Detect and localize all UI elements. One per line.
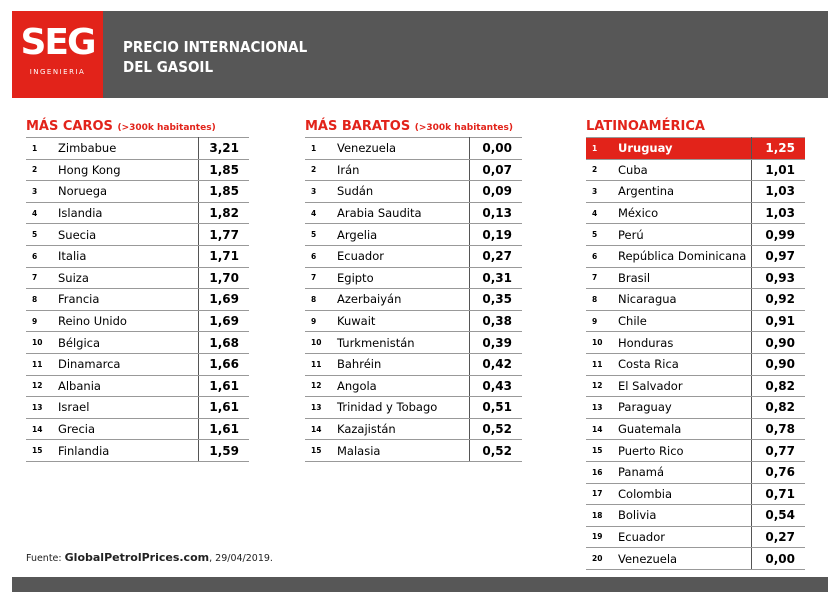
table-row <box>586 202 805 224</box>
value-cell: 0,27 <box>470 245 523 267</box>
country-cell: Chile <box>614 310 752 332</box>
source-label: Fuente: <box>26 553 62 564</box>
value-cell: 0,00 <box>752 548 806 570</box>
rank-cell: 20 <box>586 548 614 570</box>
table-row <box>586 310 805 332</box>
value-cell: 0,07 <box>470 159 523 181</box>
rank-cell: 7 <box>26 267 54 289</box>
value-cell: 0,13 <box>470 202 523 224</box>
value-cell: 0,78 <box>752 418 806 440</box>
country-cell: Kazajistán <box>333 418 470 440</box>
rank-cell: 13 <box>586 397 614 419</box>
table-row <box>305 267 522 289</box>
country-cell: Trinidad y Tobago <box>333 397 470 419</box>
table-row <box>586 245 805 267</box>
rank-cell: 17 <box>586 483 614 505</box>
country-cell: Reino Unido <box>54 310 199 332</box>
section-title <box>586 117 805 137</box>
rank-cell: 12 <box>586 375 614 397</box>
section-title-sub: (>300k habitantes) <box>414 123 513 133</box>
table-row <box>305 375 522 397</box>
table-row <box>586 483 805 505</box>
value-cell: 0,27 <box>752 526 806 548</box>
table-row <box>26 267 249 289</box>
table-row <box>26 159 249 181</box>
table-row <box>586 505 805 527</box>
rank-cell: 13 <box>305 397 333 419</box>
value-cell: 0,91 <box>752 310 806 332</box>
value-cell: 0,90 <box>752 332 806 354</box>
rank-cell: 9 <box>586 310 614 332</box>
country-cell: Bahréin <box>333 353 470 375</box>
rank-cell: 9 <box>26 310 54 332</box>
table-row <box>586 332 805 354</box>
value-cell: 0,71 <box>752 483 806 505</box>
country-cell: El Salvador <box>614 375 752 397</box>
table-row <box>586 267 805 289</box>
footer-bar <box>12 577 828 592</box>
header-bar <box>12 11 828 98</box>
value-cell: 1,77 <box>199 224 250 246</box>
rank-cell: 10 <box>305 332 333 354</box>
value-cell: 1,71 <box>199 245 250 267</box>
table-row <box>305 202 522 224</box>
rank-cell: 8 <box>305 289 333 311</box>
logo-text: SEG <box>20 22 95 63</box>
table-row <box>586 418 805 440</box>
country-cell: Venezuela <box>614 548 752 570</box>
rank-cell: 3 <box>26 181 54 203</box>
value-cell: 0,43 <box>470 375 523 397</box>
rank-cell: 7 <box>305 267 333 289</box>
country-cell: Bolivia <box>614 505 752 527</box>
country-cell: Uruguay <box>614 138 752 160</box>
country-cell: Malasia <box>333 440 470 462</box>
value-cell: 0,76 <box>752 461 806 483</box>
rank-cell: 16 <box>586 461 614 483</box>
rank-cell: 12 <box>305 375 333 397</box>
country-cell: República Dominicana <box>614 245 752 267</box>
value-cell: 1,61 <box>199 418 250 440</box>
rank-cell: 14 <box>586 418 614 440</box>
value-cell: 1,01 <box>752 159 806 181</box>
section-title-main: MÁS BARATOS <box>305 119 411 134</box>
rank-cell: 1 <box>26 138 54 160</box>
value-cell: 0,93 <box>752 267 806 289</box>
table-row <box>305 159 522 181</box>
country-cell: Francia <box>54 289 199 311</box>
country-cell: Islandia <box>54 202 199 224</box>
rank-cell: 2 <box>586 159 614 181</box>
rank-cell: 18 <box>586 505 614 527</box>
rank-cell: 2 <box>305 159 333 181</box>
rank-cell: 10 <box>26 332 54 354</box>
table-row <box>26 375 249 397</box>
country-cell: Finlandia <box>54 440 199 462</box>
rank-cell: 6 <box>586 245 614 267</box>
country-cell: Azerbaiyán <box>333 289 470 311</box>
value-cell: 0,52 <box>470 440 523 462</box>
rank-cell: 3 <box>305 181 333 203</box>
value-cell: 0,51 <box>470 397 523 419</box>
rank-cell: 6 <box>305 245 333 267</box>
country-cell: Bélgica <box>54 332 199 354</box>
table-row <box>305 418 522 440</box>
country-cell: Ecuador <box>333 245 470 267</box>
rank-cell: 10 <box>586 332 614 354</box>
country-cell: Argelia <box>333 224 470 246</box>
value-cell: 0,31 <box>470 267 523 289</box>
value-cell: 0,19 <box>470 224 523 246</box>
rank-cell: 11 <box>26 353 54 375</box>
rank-cell: 4 <box>26 202 54 224</box>
section-title <box>305 117 522 137</box>
value-cell: 1,61 <box>199 375 250 397</box>
table-row <box>26 310 249 332</box>
rank-cell: 15 <box>26 440 54 462</box>
rank-cell: 8 <box>26 289 54 311</box>
table-row <box>586 289 805 311</box>
country-cell: Panamá <box>614 461 752 483</box>
country-cell: Colombia <box>614 483 752 505</box>
rank-cell: 11 <box>586 353 614 375</box>
value-cell: 1,61 <box>199 397 250 419</box>
value-cell: 1,25 <box>752 138 806 160</box>
ranking-table <box>26 137 249 462</box>
rank-cell: 15 <box>586 440 614 462</box>
country-cell: Paraguay <box>614 397 752 419</box>
table-row <box>305 397 522 419</box>
section-latinoamerica <box>586 117 805 570</box>
country-cell: Cuba <box>614 159 752 181</box>
country-cell: Guatemala <box>614 418 752 440</box>
value-cell: 0,82 <box>752 375 806 397</box>
country-cell: Puerto Rico <box>614 440 752 462</box>
rank-cell: 15 <box>305 440 333 462</box>
table-row <box>26 224 249 246</box>
ranking-table <box>305 137 522 462</box>
table-row <box>305 310 522 332</box>
value-cell: 0,54 <box>752 505 806 527</box>
table-row <box>305 181 522 203</box>
country-cell: Brasil <box>614 267 752 289</box>
rank-cell: 19 <box>586 526 614 548</box>
ranking-table <box>586 137 805 570</box>
table-row <box>586 181 805 203</box>
rank-cell: 2 <box>26 159 54 181</box>
value-cell: 0,38 <box>470 310 523 332</box>
source-date: , 29/04/2019. <box>209 553 273 564</box>
table-row <box>586 375 805 397</box>
title-line-1: PRECIO INTERNACIONAL <box>123 38 308 56</box>
table-row <box>26 202 249 224</box>
country-cell: Hong Kong <box>54 159 199 181</box>
value-cell: 0,97 <box>752 245 806 267</box>
title-line-2: DEL GASOIL <box>123 58 214 76</box>
table-row <box>26 440 249 462</box>
value-cell: 0,99 <box>752 224 806 246</box>
rank-cell: 7 <box>586 267 614 289</box>
table-row <box>586 548 805 570</box>
country-cell: Ecuador <box>614 526 752 548</box>
country-cell: Noruega <box>54 181 199 203</box>
table-row <box>26 353 249 375</box>
value-cell: 1,69 <box>199 289 250 311</box>
value-cell: 1,66 <box>199 353 250 375</box>
country-cell: Albania <box>54 375 199 397</box>
table-row <box>26 397 249 419</box>
section-title-main: LATINOAMÉRICA <box>586 119 705 134</box>
table-row <box>26 181 249 203</box>
country-cell: Perú <box>614 224 752 246</box>
page-title <box>123 37 307 77</box>
rank-cell: 1 <box>305 138 333 160</box>
country-cell: Arabia Saudita <box>333 202 470 224</box>
value-cell: 0,92 <box>752 289 806 311</box>
country-cell: Irán <box>333 159 470 181</box>
table-row <box>305 353 522 375</box>
country-cell: Venezuela <box>333 138 470 160</box>
table-row <box>586 159 805 181</box>
table-row <box>586 224 805 246</box>
source-note <box>26 551 273 564</box>
country-cell: Dinamarca <box>54 353 199 375</box>
table-row <box>26 245 249 267</box>
value-cell: 0,90 <box>752 353 806 375</box>
section-mas-baratos <box>305 117 522 462</box>
rank-cell: 8 <box>586 289 614 311</box>
country-cell: Angola <box>333 375 470 397</box>
value-cell: 0,35 <box>470 289 523 311</box>
value-cell: 0,82 <box>752 397 806 419</box>
rank-cell: 9 <box>305 310 333 332</box>
table-row <box>26 289 249 311</box>
table-row <box>305 440 522 462</box>
rank-cell: 12 <box>26 375 54 397</box>
table-row <box>586 526 805 548</box>
value-cell: 0,09 <box>470 181 523 203</box>
table-row <box>305 224 522 246</box>
country-cell: Zimbabue <box>54 138 199 160</box>
rank-cell: 14 <box>26 418 54 440</box>
value-cell: 1,85 <box>199 181 250 203</box>
value-cell: 3,21 <box>199 138 250 160</box>
rank-cell: 3 <box>586 181 614 203</box>
value-cell: 1,85 <box>199 159 250 181</box>
country-cell: Turkmenistán <box>333 332 470 354</box>
table-row <box>26 138 249 160</box>
table-row <box>305 138 522 160</box>
rank-cell: 5 <box>26 224 54 246</box>
country-cell: Egipto <box>333 267 470 289</box>
rank-cell: 13 <box>26 397 54 419</box>
value-cell: 1,70 <box>199 267 250 289</box>
value-cell: 0,52 <box>470 418 523 440</box>
country-cell: Nicaragua <box>614 289 752 311</box>
country-cell: Italia <box>54 245 199 267</box>
country-cell: Sudán <box>333 181 470 203</box>
value-cell: 0,42 <box>470 353 523 375</box>
table-row <box>26 418 249 440</box>
country-cell: Kuwait <box>333 310 470 332</box>
country-cell: Honduras <box>614 332 752 354</box>
infographic <box>12 11 828 592</box>
value-cell: 1,68 <box>199 332 250 354</box>
source-site: GlobalPetrolPrices.com <box>64 551 210 564</box>
country-cell: México <box>614 202 752 224</box>
table-row <box>586 353 805 375</box>
rank-cell: 11 <box>305 353 333 375</box>
section-title-sub: (>300k habitantes) <box>117 123 216 133</box>
section-mas-caros <box>26 117 249 462</box>
table-row <box>586 440 805 462</box>
rank-cell: 5 <box>586 224 614 246</box>
value-cell: 1,59 <box>199 440 250 462</box>
section-title <box>26 117 249 137</box>
rank-cell: 14 <box>305 418 333 440</box>
country-cell: Israel <box>54 397 199 419</box>
section-title-main: MÁS CAROS <box>26 119 113 134</box>
value-cell: 1,03 <box>752 202 806 224</box>
value-cell: 1,82 <box>199 202 250 224</box>
rank-cell: 4 <box>586 202 614 224</box>
country-cell: Suecia <box>54 224 199 246</box>
rank-cell: 5 <box>305 224 333 246</box>
value-cell: 1,03 <box>752 181 806 203</box>
country-cell: Suiza <box>54 267 199 289</box>
country-cell: Argentina <box>614 181 752 203</box>
rank-cell: 4 <box>305 202 333 224</box>
value-cell: 0,39 <box>470 332 523 354</box>
country-cell: Grecia <box>54 418 199 440</box>
rank-cell: 6 <box>26 245 54 267</box>
country-cell: Costa Rica <box>614 353 752 375</box>
value-cell: 0,77 <box>752 440 806 462</box>
table-row <box>305 289 522 311</box>
table-row <box>586 397 805 419</box>
value-cell: 0,00 <box>470 138 523 160</box>
value-cell: 1,69 <box>199 310 250 332</box>
table-row <box>586 461 805 483</box>
table-row <box>586 138 805 160</box>
table-row <box>305 245 522 267</box>
logo-subtext: INGENIERIA <box>29 68 86 76</box>
seg-logo <box>12 11 103 98</box>
table-row <box>305 332 522 354</box>
rank-cell: 1 <box>586 138 614 160</box>
table-row <box>26 332 249 354</box>
